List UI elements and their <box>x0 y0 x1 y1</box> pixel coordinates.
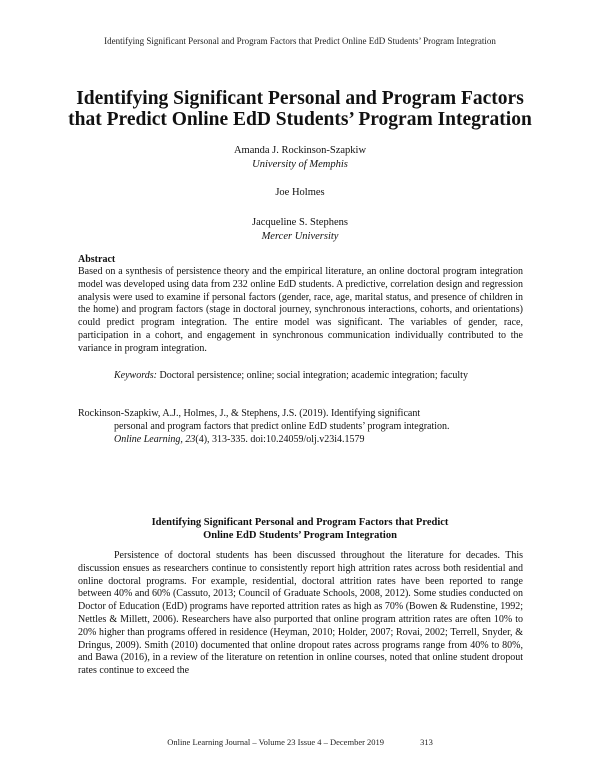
page-footer <box>0 737 600 747</box>
section-heading <box>0 516 600 542</box>
citation-journal: Online Learning, 23 <box>114 433 196 445</box>
citation-line-2: personal and program factors that predict online EdD students’ program integration. <box>114 420 450 432</box>
keywords-text: Doctoral persistence; online; social integration; academic integration; faculty <box>159 370 468 381</box>
title-line-2: that Predict Online EdD Students’ Program Integration <box>68 109 532 130</box>
citation-details: (4), 313-335. doi:10.24059/olj.v23i4.1579 <box>195 433 365 445</box>
section-heading-line-1: Identifying Significant Personal and Program Factors that Predict <box>151 517 449 528</box>
citation-line-1: Rockinson-Szapkiw, A.J., Holmes, J., & Stephens, J.S. (2019). Identifying significant <box>78 408 421 419</box>
paper-title <box>40 88 560 130</box>
abstract-body: Based on a synthesis of persistence theory and the empirical literature, an online doctoral program integration model was developed using data from 232 online EdD students. A predictive, correlation design and regression analysis were used to examine if personal factors (gender, race, age, marital status, and presence of children in the home) and program factors (stage in doctoral journey, synchronous interactions, cohorts, and orientations) could predict program integration. The entire model was significant. The variables of gender, race, participation in a cohort, and engagement in synchronous communication individually contributed to the variance in program integration. <box>78 266 523 354</box>
author-1 <box>0 144 600 172</box>
citation-line-3 <box>78 434 523 447</box>
page-number: 313 <box>420 737 433 747</box>
section-heading-line-2: Online EdD Students’ Program Integration <box>203 530 397 541</box>
author-3-name: Jacqueline S. Stephens <box>252 217 348 228</box>
keywords <box>78 370 523 383</box>
author-2-name: Joe Holmes <box>275 187 325 198</box>
running-header: Identifying Significant Personal and Program Factors that Predict Online EdD Students’ Program Integration <box>104 36 496 46</box>
body-paragraph: Persistence of doctoral students has been discussed throughout the literature for decades. This discussion ensues as researchers continue to consistently report high attrition rates across both residential and online doctoral programs. For example, residential, doctoral attrition rates have been reported to range between 40% and 60% (Cassuto, 2013; Council of Graduate Schools, 2008, 2012). Some studies conducted on Doctor of Education (EdD) programs have reported attrition rates as high as 70% (Bowen & Rudenstine, 1992; Nettles & Millett, 2006). Researchers have also purported that online program attrition rates are often 10% to 20% higher than programs offered in residence (Heyman, 2010; Holder, 2007; Rovai, 2002; Terrell, Snyder, & Dringus, 2009). Smith (2010) documented that online dropout rates across programs range from 40% to 80%, and Bawa (2016), in a review of the literature on retention in online courses, noted that online student dropout rates continue to exceed the <box>78 550 523 677</box>
author-1-affiliation: University of Memphis <box>252 159 348 170</box>
author-1-name: Amanda J. Rockinson-Szapkiw <box>233 145 367 156</box>
author-2 <box>0 186 600 200</box>
title-line-1: Identifying Significant Personal and Program Factors <box>76 88 524 109</box>
citation <box>78 408 523 446</box>
author-3-affiliation: Mercer University <box>261 231 339 242</box>
footer-journal: Online Learning Journal – Volume 23 Issue 4 – December 2019 <box>167 737 385 747</box>
author-3 <box>0 216 600 244</box>
keywords-label: Keywords: <box>114 370 157 381</box>
abstract-heading: Abstract <box>78 254 116 265</box>
